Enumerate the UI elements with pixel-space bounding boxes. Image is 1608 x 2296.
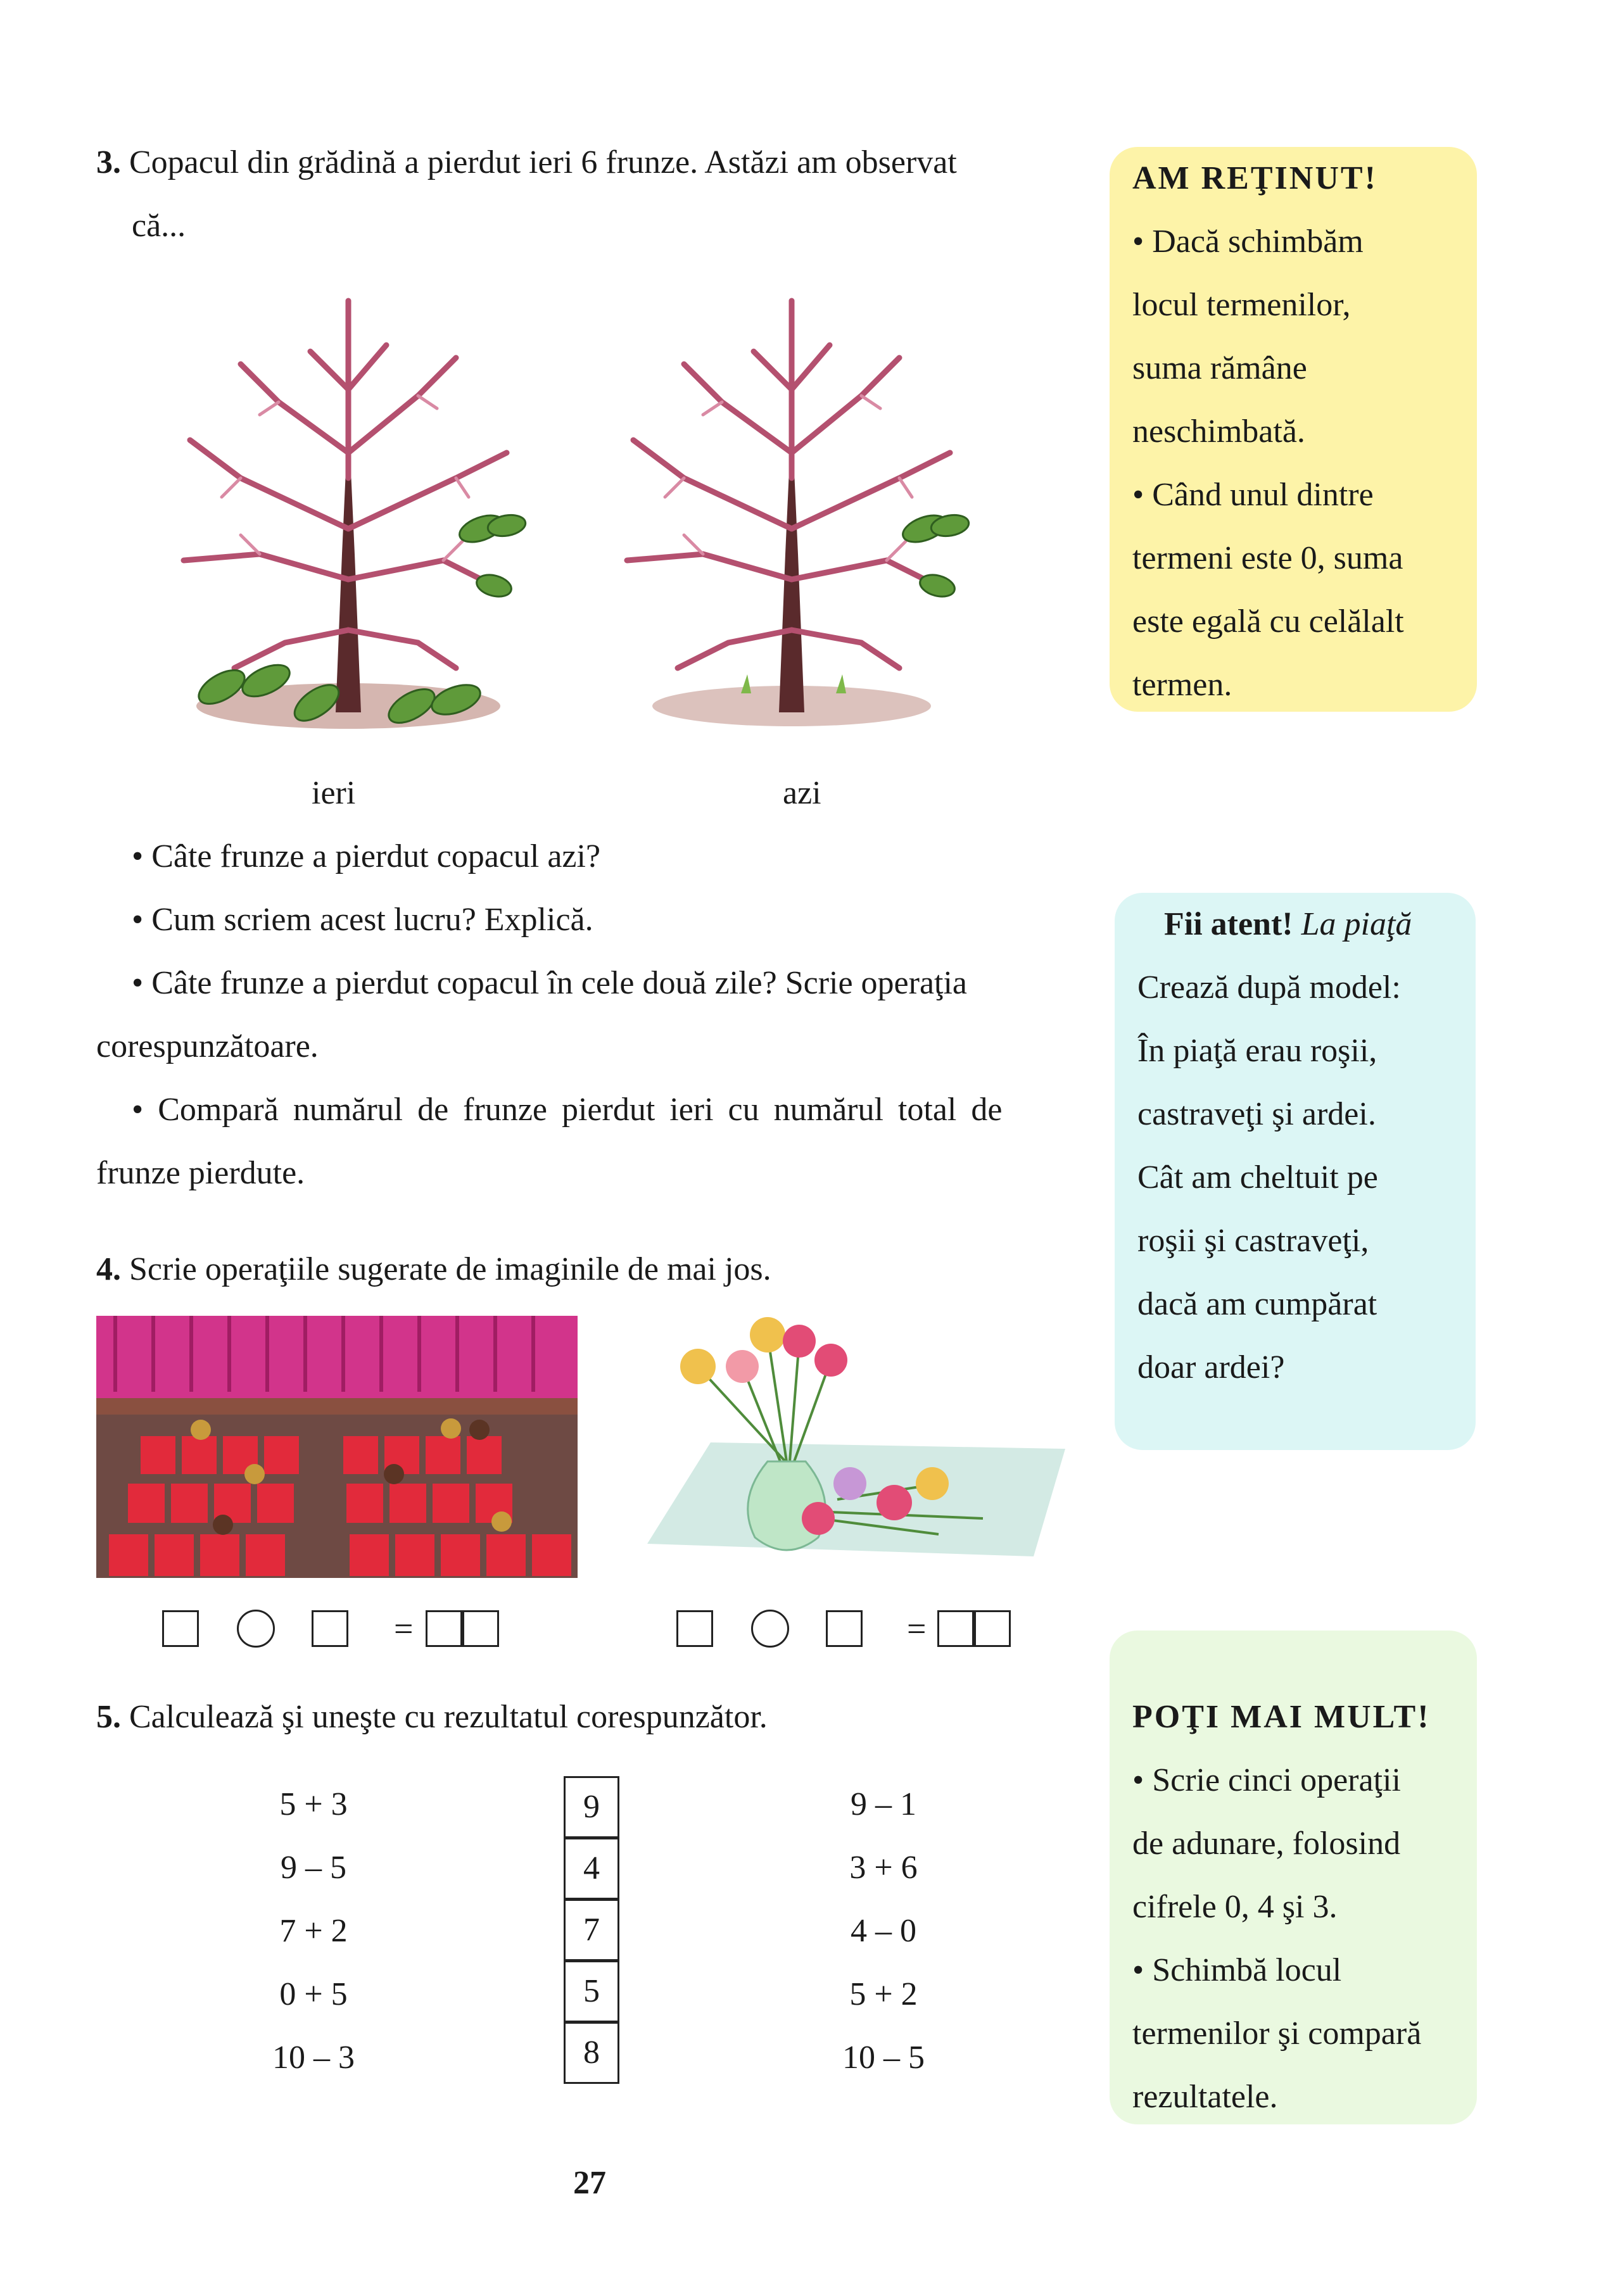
- left-expression[interactable]: 9 – 5: [281, 1850, 346, 1886]
- operator-circle-2[interactable]: [751, 1610, 789, 1648]
- remember-line: termen.: [1132, 667, 1232, 703]
- ex4-number: 4.: [96, 1251, 121, 1287]
- remember-line: locul termenilor,: [1132, 287, 1351, 323]
- tree-today-image: [608, 288, 975, 744]
- left-expression[interactable]: 10 – 3: [272, 2040, 355, 2076]
- left-expression[interactable]: 0 + 5: [279, 1976, 348, 2012]
- attention-line: castraveţi şi ardei.: [1137, 1096, 1376, 1132]
- ex5-heading: [96, 1686, 768, 1749]
- ex3-line2: că...: [132, 208, 186, 244]
- result-box-1b[interactable]: [462, 1610, 499, 1647]
- operand-box-1[interactable]: [162, 1610, 199, 1647]
- result-cell[interactable]: 9: [564, 1776, 619, 1838]
- result-box-2a[interactable]: [937, 1610, 974, 1647]
- equals-sign-2: =: [907, 1610, 927, 1648]
- operand-box-3[interactable]: [676, 1610, 713, 1647]
- ex5-text: Calculează şi uneşte cu rezultatul corespunzător.: [129, 1699, 768, 1735]
- attention-title-italic: La piaţă: [1301, 906, 1412, 942]
- challenge-box: [1110, 1631, 1477, 2124]
- right-expression[interactable]: 4 – 0: [851, 1913, 916, 1949]
- flowers-vase-image: [628, 1309, 1072, 1575]
- attention-line: doar ardei?: [1137, 1349, 1285, 1385]
- theater-image: [96, 1316, 578, 1578]
- ex3-line1: [96, 131, 957, 194]
- result-box-1a[interactable]: [426, 1610, 462, 1647]
- attention-line: În piaţă erau roşii,: [1137, 1033, 1377, 1069]
- ex3-number: 3.: [96, 144, 121, 180]
- ex3-question-3: • Câte frunze a pierdut copacul în cele două zile? Scrie operaţia: [132, 965, 967, 1001]
- remember-line: termeni este 0, suma: [1132, 540, 1403, 576]
- ex3-question-4-cont: frunze pierdute.: [96, 1155, 305, 1191]
- ex4-text: Scrie operaţiile sugerate de imaginile de mai jos.: [129, 1251, 771, 1287]
- operand-box-4[interactable]: [826, 1610, 863, 1647]
- ex3-question-2: • Cum scriem acest lucru? Explică.: [132, 902, 593, 938]
- label-today: azi: [783, 775, 821, 811]
- ex5-number: 5.: [96, 1699, 121, 1735]
- tree-yesterday-image: [165, 288, 532, 744]
- right-expression[interactable]: 3 + 6: [849, 1850, 918, 1886]
- right-expression[interactable]: 9 – 1: [851, 1786, 916, 1822]
- result-box-2b[interactable]: [974, 1610, 1011, 1647]
- remember-line: este egală cu celălalt: [1132, 603, 1404, 640]
- challenge-title: POŢI MAI MULT!: [1132, 1699, 1431, 1735]
- attention-box: [1115, 893, 1476, 1450]
- attention-line: Crează după model:: [1137, 969, 1401, 1006]
- attention-line: roşii şi castraveţi,: [1137, 1223, 1369, 1259]
- challenge-line: de adunare, folosind: [1132, 1826, 1401, 1862]
- remember-line: neschimbată.: [1132, 413, 1305, 450]
- attention-title: [1137, 893, 1476, 956]
- label-yesterday: ieri: [312, 775, 356, 811]
- result-cell[interactable]: 8: [564, 2022, 619, 2084]
- operator-circle-1[interactable]: [237, 1610, 275, 1648]
- operand-box-2[interactable]: [312, 1610, 348, 1647]
- ex3-question-1: • Câte frunze a pierdut copacul azi?: [132, 838, 601, 874]
- right-expression[interactable]: 10 – 5: [842, 2040, 925, 2076]
- equals-sign-1: =: [394, 1610, 414, 1648]
- challenge-line: • Scrie cinci operaţii: [1132, 1762, 1401, 1798]
- challenge-line: • Schimbă locul: [1132, 1952, 1342, 1988]
- remember-title: AM REŢINUT!: [1132, 160, 1377, 196]
- ex3-text: Copacul din grădină a pierdut ieri 6 frunze. Astăzi am observat: [129, 144, 957, 180]
- remember-line: suma rămâne: [1132, 350, 1307, 386]
- page-number: 27: [573, 2165, 606, 2201]
- attention-line: Cât am cheltuit pe: [1137, 1159, 1378, 1195]
- ex4-heading: [96, 1238, 771, 1301]
- ex3-question-3-cont: corespunzătoare.: [96, 1028, 319, 1064]
- result-cell[interactable]: 4: [564, 1838, 619, 1900]
- remember-line: • Dacă schimbăm: [1132, 224, 1364, 260]
- left-expression[interactable]: 7 + 2: [279, 1913, 348, 1949]
- attention-line: dacă am cumpărat: [1137, 1286, 1377, 1322]
- ex3-question-4: • Compară numărul de frunze pierdut ieri cu numărul total de: [132, 1092, 1003, 1128]
- left-expression[interactable]: 5 + 3: [279, 1786, 348, 1822]
- remember-line: • Când unul dintre: [1132, 477, 1374, 513]
- right-expression[interactable]: 5 + 2: [849, 1976, 918, 2012]
- result-cell[interactable]: 7: [564, 1899, 619, 1961]
- result-cell[interactable]: 5: [564, 1960, 619, 2022]
- challenge-line: cifrele 0, 4 şi 3.: [1132, 1889, 1338, 1925]
- challenge-line: rezultatele.: [1132, 2079, 1278, 2115]
- attention-title-bold: Fii atent!: [1164, 906, 1293, 942]
- challenge-line: termenilor şi compară: [1132, 2015, 1422, 2052]
- remember-box: [1110, 147, 1477, 712]
